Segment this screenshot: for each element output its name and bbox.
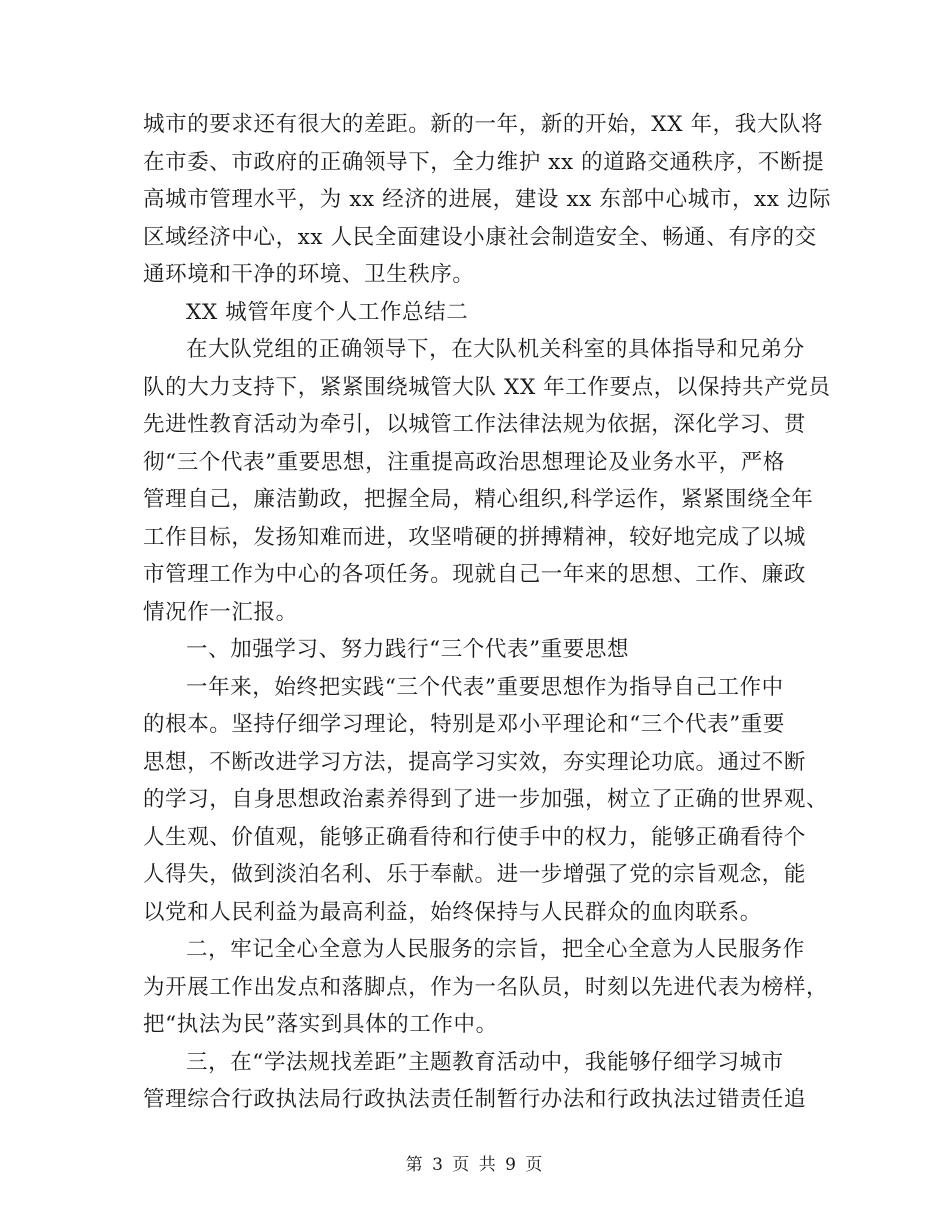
text-line: 三，在“学法规找差距”主题教育活动中，我能够仔细学习城市 bbox=[186, 1049, 784, 1075]
text-line: 在大队党组的正确领导下，在大队机关科室的具体指导和兄弟分 bbox=[186, 337, 805, 362]
text-line: 把“执法为民”落实到具体的工作中。 bbox=[143, 1012, 498, 1037]
text-line: 区域经济中心，xx 人民全面建设小康社会制造安全、畅通、有序的交 bbox=[143, 224, 817, 250]
text-line: 人得失，做到淡泊名利、乐于奉献。进一步增强了党的宗旨观念，能 bbox=[143, 862, 807, 887]
text-line: 的根本。坚持仔细学习理论，特别是邓小平理论和“三个代表”重要 bbox=[143, 712, 785, 737]
document-body bbox=[143, 106, 832, 1119]
text-line: 一年来，始终把实践“三个代表”重要思想作为指导自己工作中 bbox=[186, 674, 784, 700]
text-line: 的学习，自身思想政治素养得到了进一步加强，树立了正确的世界观、 bbox=[143, 787, 829, 812]
section-heading: XX 城管年度个人工作总结二 bbox=[186, 299, 469, 325]
text-line: 市管理工作为中心的各项任务。现就自己一年来的思想、工作、廉政 bbox=[143, 562, 807, 587]
text-line: 人生观、价值观，能够正确看待和行使手中的权力，能够正确看待个 bbox=[143, 824, 807, 850]
text-line: 管理自己，廉洁勤政，把握全局，精心组织,科学运作，紧紧围绕全年 bbox=[143, 487, 814, 512]
text-line: 先进性教育活动为牵引，以城管工作法律法规为依据，深化学习、贯 bbox=[143, 412, 807, 437]
text-line: 思想，不断改进学习方法，提高学习实效，夯实理论功底。通过不断 bbox=[143, 749, 807, 775]
text-line: 通环境和干净的环境、卫生秩序。 bbox=[143, 262, 475, 287]
text-line: 在市委、市政府的正确领导下，全力维护 xx 的道路交通秩序，不断提 bbox=[143, 149, 825, 175]
section-heading: 一、加强学习、努力践行“三个代表”重要思想 bbox=[186, 637, 630, 662]
text-line: 为开展工作出发点和落脚点，作为一名队员，时刻以先进代表为榜样， bbox=[143, 974, 829, 1000]
text-line: 以党和人民利益为最高利益，始终保持与人民群众的血肉联系。 bbox=[143, 899, 762, 925]
text-line: 队的大力支持下，紧紧围绕城管大队 XX 年工作要点，以保持共产党员 bbox=[143, 374, 831, 400]
text-line: 彻“三个代表”重要思想，注重提高政治思想理论及业务水平，严格 bbox=[143, 449, 785, 475]
page-number-footer: 第 3 页 共 9 页 bbox=[405, 1155, 545, 1175]
text-line: 城市的要求还有很大的差距。新的一年，新的开始，XX 年，我大队将 bbox=[143, 112, 824, 137]
text-line: 管理综合行政执法局行政执法责任制暂行办法和行政执法过错责任追 bbox=[143, 1087, 807, 1112]
text-line: 情况作一汇报。 bbox=[143, 599, 298, 625]
text-line: 二，牢记全心全意为人民服务的宗旨，把全心全意为人民服务作 bbox=[186, 937, 805, 962]
text-line: 工作目标，发扬知难而进，攻坚啃硬的拼搏精神，较好地完成了以城 bbox=[143, 524, 807, 550]
text-line: 高城市管理水平，为 xx 经济的进展，建设 xx 东部中心城市，xx 边际 bbox=[143, 187, 832, 212]
